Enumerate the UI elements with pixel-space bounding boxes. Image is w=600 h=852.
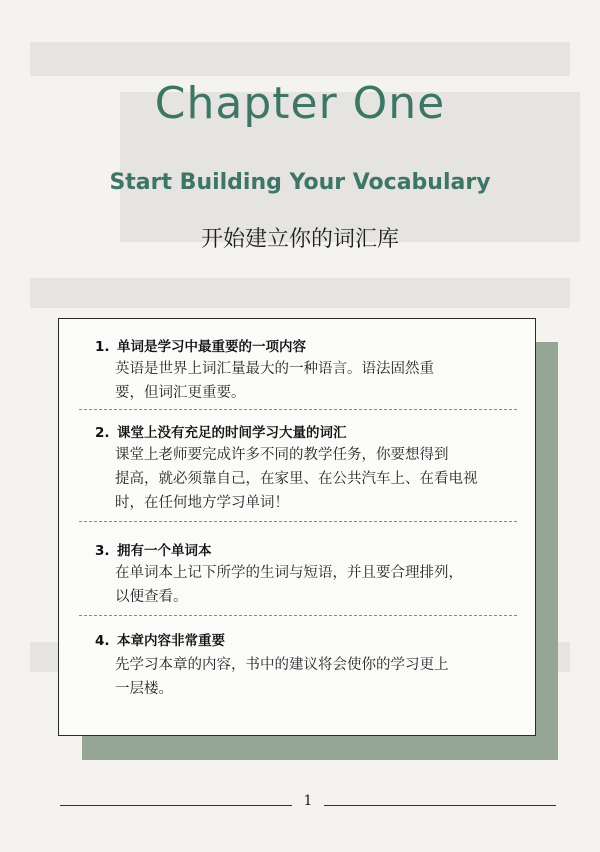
section-1-line-1: 英语是世界上词汇量最大的一种语言。语法固然重 bbox=[115, 361, 434, 377]
section-4-title bbox=[95, 629, 225, 649]
section-divider bbox=[79, 521, 517, 522]
section-2-line-3: 时，在任何地方学习单词！ bbox=[115, 495, 289, 511]
section-divider bbox=[79, 615, 517, 616]
section-3-line-1: 在单词本上记下所学的生词与短语，并且要合理排列， bbox=[115, 565, 463, 581]
section-3-title bbox=[95, 539, 212, 559]
section-4-line-2: 一层楼。 bbox=[115, 681, 173, 697]
section-4-line-1: 先学习本章的内容，书中的建议将会使你的学习更上 bbox=[115, 657, 449, 673]
section-divider bbox=[79, 409, 517, 410]
bleed-through-header-bar bbox=[30, 42, 570, 76]
bleed-through-header-bar bbox=[30, 278, 570, 308]
section-2-line-1: 课堂上老师要完成许多不同的教学任务，你要想得到 bbox=[115, 447, 449, 463]
section-3-line-2: 以便查看。 bbox=[115, 589, 188, 605]
section-1-line-2: 要，但词汇更重要。 bbox=[115, 385, 246, 401]
section-4-number: 4. bbox=[95, 633, 110, 649]
footer-rule-right bbox=[324, 805, 556, 806]
section-1-number: 1. bbox=[95, 339, 110, 355]
section-2-title bbox=[95, 421, 347, 441]
section-1-title bbox=[95, 335, 306, 355]
section-2-line-2: 提高，就必须靠自己，在家里、在公共汽车上、在看电视 bbox=[115, 471, 478, 487]
tips-card bbox=[58, 318, 536, 736]
page-number: 1 bbox=[303, 793, 313, 809]
section-4-heading: 本章内容非常重要 bbox=[117, 633, 225, 649]
chapter-title: Chapter One bbox=[154, 78, 446, 129]
section-1-heading: 单词是学习中最重要的一项内容 bbox=[117, 339, 306, 355]
section-2-number: 2. bbox=[95, 425, 110, 441]
section-3-number: 3. bbox=[95, 543, 110, 559]
chapter-subtitle-chinese: 开始建立你的词汇库 bbox=[200, 227, 399, 252]
section-2-heading: 课堂上没有充足的时间学习大量的词汇 bbox=[117, 425, 347, 441]
section-3-heading: 拥有一个单词本 bbox=[117, 543, 212, 559]
footer-rule-left bbox=[60, 805, 292, 806]
chapter-subtitle-english: Start Building Your Vocabulary bbox=[109, 170, 491, 195]
